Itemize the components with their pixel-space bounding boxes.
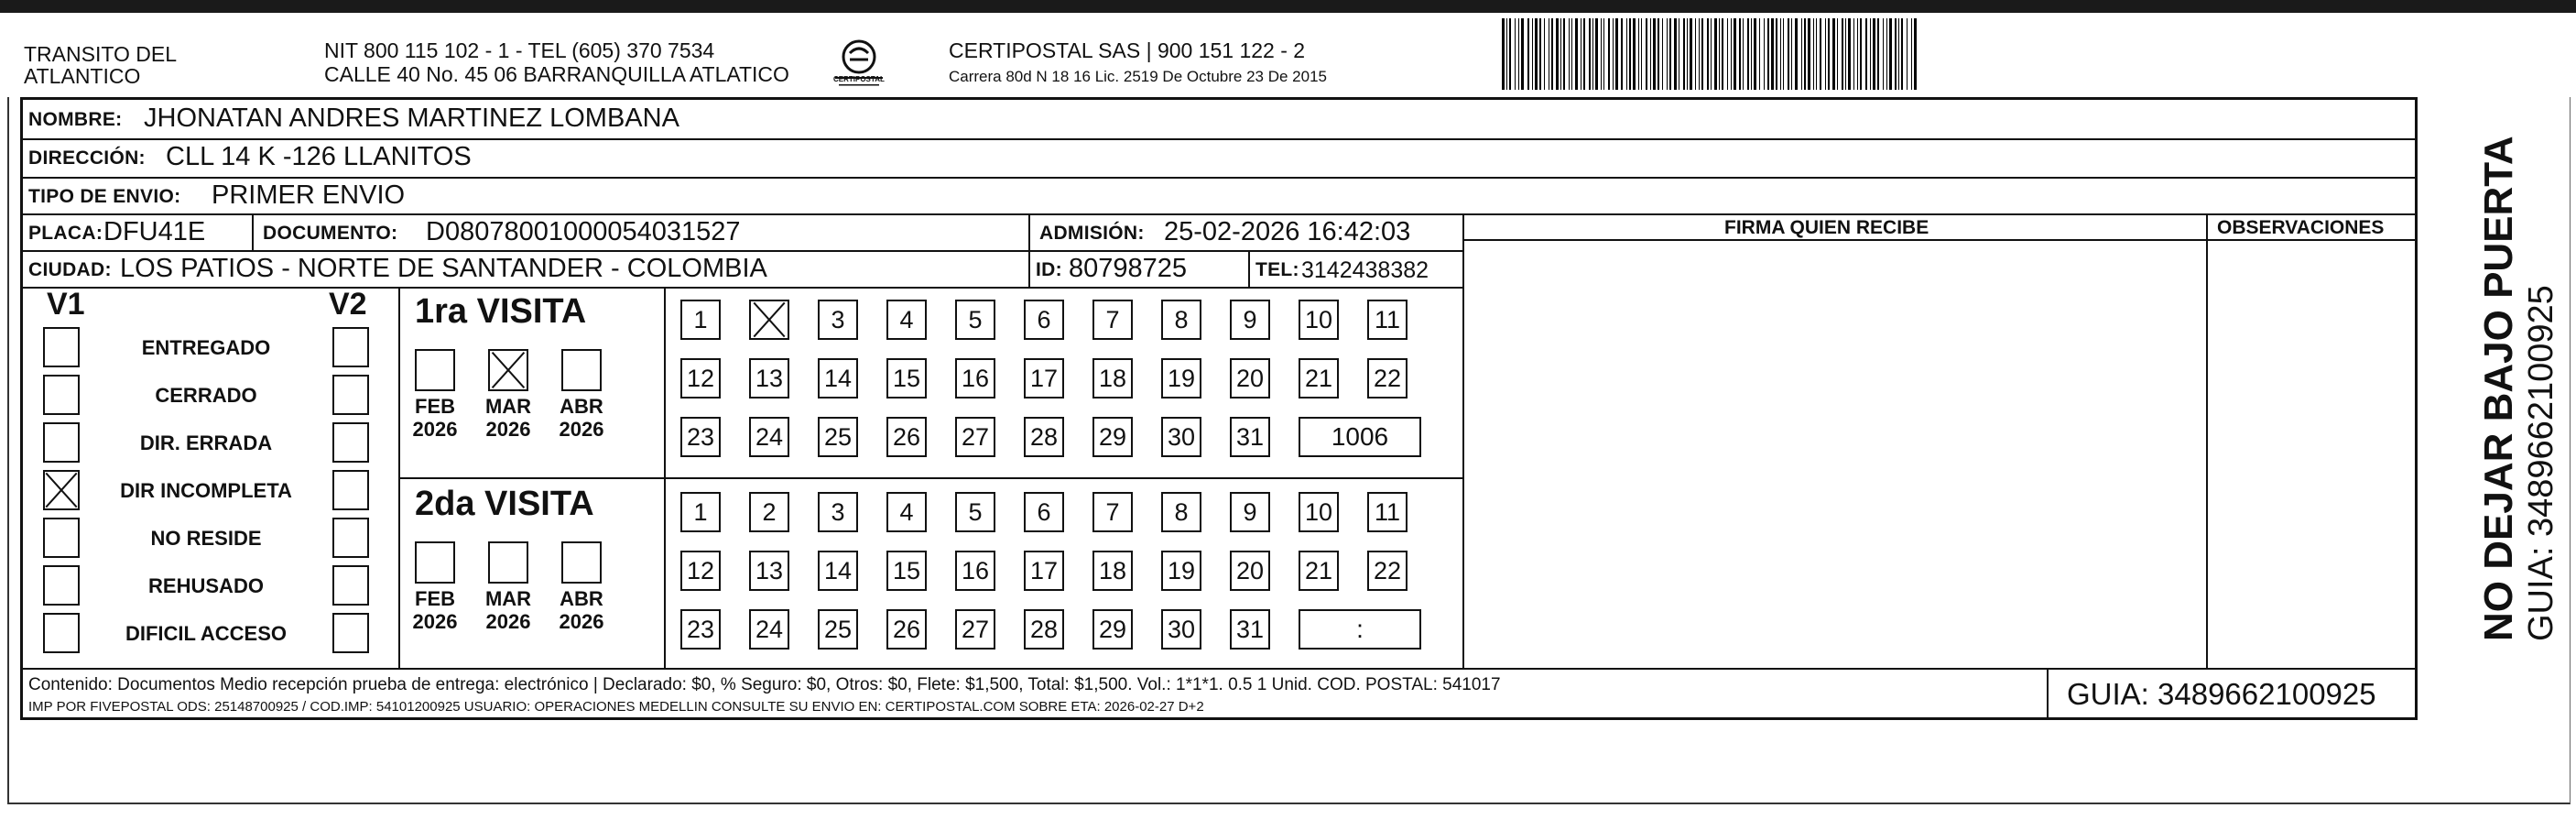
month-name: FEB bbox=[415, 587, 455, 610]
day-box[interactable]: 14 bbox=[818, 358, 858, 399]
month-checkbox[interactable] bbox=[488, 541, 528, 584]
barcode-bar bbox=[1842, 18, 1843, 90]
day-box[interactable]: 30 bbox=[1161, 609, 1201, 650]
tipo-envio-value: PRIMER ENVIO bbox=[212, 180, 406, 210]
barcode-bar bbox=[1690, 18, 1692, 90]
admision-value: 25-02-2026 16:42:03 bbox=[1164, 217, 1411, 246]
day-box[interactable]: 26 bbox=[886, 609, 927, 650]
barcode-bar bbox=[1857, 18, 1858, 90]
barcode-bar bbox=[1751, 18, 1752, 90]
day-box[interactable]: 31 bbox=[1230, 609, 1270, 650]
day-box[interactable]: 25 bbox=[818, 609, 858, 650]
tel-value: 3142438382 bbox=[1301, 257, 1429, 283]
barcode-bar bbox=[1556, 18, 1559, 90]
barcode-bar bbox=[1595, 18, 1598, 90]
barcode-bar bbox=[1820, 18, 1821, 90]
day-box[interactable]: 6 bbox=[1024, 300, 1064, 340]
id-value: 80798725 bbox=[1069, 254, 1188, 283]
day-box[interactable]: 28 bbox=[1024, 417, 1064, 457]
day-box[interactable]: 15 bbox=[886, 358, 927, 399]
v2-checkbox[interactable] bbox=[332, 422, 369, 463]
barcode-bar bbox=[1589, 18, 1591, 90]
barcode-bar bbox=[1816, 18, 1817, 90]
day-box[interactable]: 6 bbox=[1024, 492, 1064, 532]
barcode-bar bbox=[1825, 18, 1826, 90]
month-name: MAR bbox=[484, 395, 532, 418]
nombre-label: NOMBRE: bbox=[28, 109, 123, 130]
agency-nit-line: NIT 800 115 102 - 1 - TEL (605) 370 7534 bbox=[324, 38, 715, 62]
day-box[interactable]: 27 bbox=[955, 417, 995, 457]
direccion-label: DIRECCIÓN: bbox=[28, 147, 146, 169]
barcode-bar bbox=[1898, 18, 1899, 90]
barcode-bar bbox=[1687, 18, 1688, 90]
day-box[interactable]: 18 bbox=[1092, 358, 1133, 399]
barcode-bar bbox=[1603, 18, 1604, 90]
barcode-bar bbox=[1711, 18, 1712, 90]
v1-checkbox[interactable] bbox=[43, 375, 80, 415]
reason-label: DIR INCOMPLETA bbox=[120, 479, 292, 502]
barcode-bar bbox=[1674, 18, 1677, 90]
agency-address-line: CALLE 40 No. 45 06 BARRANQUILLA ATLATICO bbox=[324, 62, 789, 86]
month-checkbox[interactable] bbox=[561, 349, 602, 391]
v1-checkbox[interactable] bbox=[43, 422, 80, 463]
barcode-bar bbox=[1650, 18, 1651, 90]
company-line: CERTIPOSTAL SAS | 900 151 122 - 2 bbox=[949, 38, 1306, 62]
barcode-bar bbox=[1907, 18, 1908, 90]
barcode-bar bbox=[1544, 18, 1545, 90]
day-box[interactable]: 9 bbox=[1230, 300, 1270, 340]
agency-name-line1: TRANSITO DEL bbox=[24, 42, 177, 66]
month-year: 2026 bbox=[559, 418, 604, 441]
agency-name-line2: ATLANTICO bbox=[24, 64, 141, 88]
barcode-bar bbox=[1776, 18, 1777, 90]
day-box[interactable]: 12 bbox=[680, 358, 721, 399]
v1-checkbox[interactable] bbox=[43, 327, 80, 367]
v1-label: V1 bbox=[47, 287, 85, 322]
day-box[interactable]: 21 bbox=[1299, 551, 1339, 591]
day-box[interactable]: 21 bbox=[1299, 358, 1339, 399]
logo-text: CERTIPOSTAL bbox=[833, 75, 885, 83]
day-box[interactable]: 3 bbox=[818, 300, 858, 340]
barcode-bar bbox=[1509, 18, 1511, 90]
barcode-bar bbox=[1699, 18, 1700, 90]
day-box[interactable]: 29 bbox=[1092, 417, 1133, 457]
barcode-bar bbox=[1563, 18, 1565, 90]
v1-checkbox[interactable] bbox=[43, 565, 80, 606]
barcode-bar bbox=[1569, 18, 1570, 90]
day-box[interactable]: 10 bbox=[1299, 300, 1339, 340]
day-box[interactable]: 7 bbox=[1092, 492, 1133, 532]
barcode-bar bbox=[1667, 18, 1668, 90]
day-box[interactable]: 18 bbox=[1092, 551, 1133, 591]
day-box[interactable]: 30 bbox=[1161, 417, 1201, 457]
barcode-bar bbox=[1804, 18, 1806, 90]
day-box[interactable]: 29 bbox=[1092, 609, 1133, 650]
month-label bbox=[552, 587, 611, 633]
barcode-bar bbox=[1532, 18, 1533, 90]
day-box[interactable]: 8 bbox=[1161, 300, 1201, 340]
day-box[interactable]: 4 bbox=[886, 300, 927, 340]
barcode-bar bbox=[1535, 18, 1538, 90]
barcode-bar bbox=[1695, 18, 1696, 90]
day-box[interactable]: 27 bbox=[955, 609, 995, 650]
license-line: Carrera 80d N 18 16 Lic. 2519 De Octubre 23 De 2015 bbox=[949, 68, 1327, 85]
barcode-bar bbox=[1780, 18, 1781, 90]
month-year: 2026 bbox=[412, 610, 458, 633]
month-name: ABR bbox=[560, 587, 603, 610]
barcode-bar bbox=[1754, 18, 1756, 90]
barcode-bar bbox=[1515, 18, 1516, 90]
barcode-bar bbox=[1615, 18, 1618, 90]
top-edge-bar bbox=[0, 0, 2576, 13]
reason-label: ENTREGADO bbox=[141, 336, 271, 359]
v2-checkbox[interactable] bbox=[332, 518, 369, 558]
barcode-bar bbox=[1727, 18, 1728, 90]
time-box[interactable]: : bbox=[1299, 609, 1421, 650]
side-guia: GUIA: 3489662100925 bbox=[2522, 285, 2560, 641]
footer-line1: Contenido: Documentos Medio recepción prueba de entrega: electrónico | Declarado: $0, % Seguro: $0, Otros: $0, Flete: $1,500, Total: $1,500. Vol.: 1*1*1. 0.5 1 Unid. COD. POSTAL: 541017 bbox=[28, 675, 1501, 694]
barcode-bar bbox=[1658, 18, 1659, 90]
id-label: ID: bbox=[1036, 259, 1062, 280]
barcode-bar bbox=[1539, 18, 1541, 90]
barcode-bar bbox=[1901, 18, 1903, 90]
barcode-bar bbox=[1502, 18, 1505, 90]
barcode-bar bbox=[1734, 18, 1736, 90]
day-box[interactable]: 11 bbox=[1367, 492, 1408, 532]
v2-checkbox[interactable] bbox=[332, 565, 369, 606]
month-year: 2026 bbox=[485, 610, 531, 633]
side-notice bbox=[2477, 136, 2561, 641]
v2-label: V2 bbox=[329, 287, 367, 322]
documento-label: DOCUMENTO: bbox=[263, 223, 398, 244]
barcode-bar bbox=[1883, 18, 1884, 90]
barcode-bar bbox=[1813, 18, 1814, 90]
barcode-bar bbox=[1551, 18, 1553, 90]
barcode-bar bbox=[1808, 18, 1810, 90]
barcode-bar bbox=[1860, 18, 1862, 90]
v2-checkbox[interactable] bbox=[332, 470, 369, 510]
month-year: 2026 bbox=[559, 610, 604, 633]
documento-value: D08078001000054031527 bbox=[426, 217, 741, 246]
barcode-bar bbox=[1889, 18, 1892, 90]
barcode-bar bbox=[1731, 18, 1732, 90]
barcode-bar bbox=[1641, 18, 1642, 90]
barcode-bar bbox=[1719, 18, 1720, 90]
barcode-bar bbox=[1764, 18, 1765, 90]
admision-label: ADMISIÓN: bbox=[1039, 223, 1145, 244]
day-box[interactable]: 13 bbox=[749, 358, 789, 399]
reason-label: REHUSADO bbox=[148, 574, 264, 597]
day-box[interactable]: 19 bbox=[1161, 551, 1201, 591]
nombre-value: JHONATAN ANDRES MARTINEZ LOMBANA bbox=[144, 104, 679, 133]
barcode-bar bbox=[1506, 18, 1507, 90]
barcode-bar bbox=[1571, 18, 1572, 90]
day-box[interactable]: 20 bbox=[1230, 358, 1270, 399]
barcode-bar bbox=[1873, 18, 1875, 90]
footer-line2: IMP POR FIVEPOSTAL ODS: 25148700925 / COD.IMP: 54101200925 USUARIO: OPERACIONES MEDELLIN CONSULTE SU ENVIO EN: CERTIPOSTAL.COM SOBRE ETA: 2026-02-27 D+2 bbox=[28, 699, 1204, 715]
v2-checkbox[interactable] bbox=[332, 613, 369, 653]
day-box[interactable]: 7 bbox=[1092, 300, 1133, 340]
day-box[interactable]: 22 bbox=[1367, 358, 1408, 399]
month-year: 2026 bbox=[485, 418, 531, 441]
barcode-bar bbox=[1701, 18, 1703, 90]
barcode-bar bbox=[1801, 18, 1802, 90]
day-box[interactable]: 23 bbox=[680, 609, 721, 650]
reason-label: CERRADO bbox=[155, 384, 257, 407]
day-box[interactable]: 17 bbox=[1024, 551, 1064, 591]
barcode-bar bbox=[1832, 18, 1835, 90]
direccion-value: CLL 14 K -126 LLANITOS bbox=[166, 142, 472, 171]
barcode-bar bbox=[1646, 18, 1647, 90]
barcode-bar bbox=[1653, 18, 1656, 90]
barcode-bar bbox=[1877, 18, 1879, 90]
barcode-bar bbox=[1895, 18, 1897, 90]
firma-header: FIRMA QUIEN RECIBE bbox=[1724, 217, 1929, 238]
month-checkbox[interactable] bbox=[488, 349, 528, 391]
v1-checkbox[interactable] bbox=[43, 470, 80, 510]
ciudad-value: LOS PATIOS - NORTE DE SANTANDER - COLOMBIA bbox=[120, 254, 767, 283]
placa-label: PLACA: bbox=[28, 223, 103, 244]
month-checkbox[interactable] bbox=[561, 541, 602, 584]
day-box[interactable] bbox=[749, 300, 789, 340]
month-name: ABR bbox=[560, 395, 603, 418]
day-box[interactable]: 2 bbox=[749, 492, 789, 532]
barcode-bar bbox=[1629, 18, 1631, 90]
barcode-bar bbox=[1722, 18, 1723, 90]
barcode-bar bbox=[1853, 18, 1854, 90]
v2-checkbox[interactable] bbox=[332, 327, 369, 367]
barcode-bar bbox=[1788, 18, 1789, 90]
placa-value: DFU41E bbox=[103, 217, 206, 246]
barcode-bar bbox=[1714, 18, 1717, 90]
barcode-bar bbox=[1886, 18, 1887, 90]
day-box[interactable]: 3 bbox=[818, 492, 858, 532]
tipo-envio-label: TIPO DE ENVIO: bbox=[28, 186, 181, 207]
visit2-title: 2da VISITA bbox=[415, 485, 594, 523]
barcode-bar bbox=[1633, 18, 1636, 90]
month-label bbox=[479, 395, 538, 441]
barcode-bar bbox=[1759, 18, 1760, 90]
day-box[interactable]: 31 bbox=[1230, 417, 1270, 457]
barcode-bar bbox=[1669, 18, 1671, 90]
barcode-bar bbox=[1626, 18, 1627, 90]
barcode-bar bbox=[1683, 18, 1685, 90]
day-box[interactable]: 28 bbox=[1024, 609, 1064, 650]
v1-checkbox[interactable] bbox=[43, 518, 80, 558]
day-box[interactable]: 24 bbox=[749, 609, 789, 650]
side-notice-title: NO DEJAR BAJO PUERTA bbox=[2476, 136, 2521, 641]
barcode-bar bbox=[1828, 18, 1830, 90]
barcode-bar bbox=[1743, 18, 1744, 90]
day-box[interactable]: 25 bbox=[818, 417, 858, 457]
day-box[interactable]: 24 bbox=[749, 417, 789, 457]
barcode-bar bbox=[1608, 18, 1610, 90]
barcode-bar bbox=[1845, 18, 1846, 90]
day-box[interactable]: 13 bbox=[749, 551, 789, 591]
month-label bbox=[406, 587, 464, 633]
barcode-bar bbox=[1911, 18, 1912, 90]
day-box[interactable]: 16 bbox=[955, 358, 995, 399]
barcode-bar bbox=[1583, 18, 1585, 90]
month-label bbox=[479, 587, 538, 633]
barcode-bar bbox=[1613, 18, 1614, 90]
barcode-icon bbox=[1502, 18, 2253, 90]
barcode-bar bbox=[1638, 18, 1639, 90]
barcode-bar bbox=[1914, 18, 1917, 90]
time-box[interactable]: 1006 bbox=[1299, 417, 1421, 457]
month-name: FEB bbox=[415, 395, 455, 418]
day-box[interactable]: 20 bbox=[1230, 551, 1270, 591]
day-box[interactable]: 14 bbox=[818, 551, 858, 591]
barcode-bar bbox=[1747, 18, 1749, 90]
day-box[interactable]: 8 bbox=[1161, 492, 1201, 532]
visit1-title: 1ra VISITA bbox=[415, 292, 587, 331]
reason-label: DIFICIL ACCESO bbox=[125, 622, 287, 645]
day-box[interactable]: 23 bbox=[680, 417, 721, 457]
guia-number-box: GUIA: 3489662100925 bbox=[2067, 677, 2376, 711]
month-label bbox=[552, 395, 611, 441]
day-box[interactable]: 26 bbox=[886, 417, 927, 457]
day-box[interactable]: 1 bbox=[680, 300, 721, 340]
day-box[interactable]: 12 bbox=[680, 551, 721, 591]
certipostal-logo-icon bbox=[831, 37, 886, 93]
barcode-bar bbox=[1601, 18, 1602, 90]
barcode-bar bbox=[1592, 18, 1593, 90]
barcode-bar bbox=[1560, 18, 1561, 90]
barcode-bar bbox=[1870, 18, 1871, 90]
day-box[interactable]: 5 bbox=[955, 300, 995, 340]
barcode-bar bbox=[1621, 18, 1623, 90]
barcode-bar bbox=[1791, 18, 1792, 90]
v1-checkbox[interactable] bbox=[43, 613, 80, 653]
reason-label: NO RESIDE bbox=[150, 527, 262, 550]
month-checkbox[interactable] bbox=[415, 541, 455, 584]
reason-label: DIR. ERRADA bbox=[139, 431, 273, 454]
barcode-bar bbox=[1767, 18, 1769, 90]
day-box[interactable]: 9 bbox=[1230, 492, 1270, 532]
barcode-bar bbox=[1848, 18, 1851, 90]
day-box[interactable]: 16 bbox=[955, 551, 995, 591]
observaciones-header: OBSERVACIONES bbox=[2217, 217, 2385, 238]
barcode-bar bbox=[1865, 18, 1867, 90]
day-box[interactable]: 11 bbox=[1367, 300, 1408, 340]
day-box[interactable]: 5 bbox=[955, 492, 995, 532]
barcode-bar bbox=[1518, 18, 1519, 90]
day-box[interactable]: 19 bbox=[1161, 358, 1201, 399]
delivery-form bbox=[20, 97, 2418, 720]
barcode-bar bbox=[1795, 18, 1798, 90]
barcode-bar bbox=[1527, 18, 1529, 90]
day-box[interactable]: 15 bbox=[886, 551, 927, 591]
barcode-bar bbox=[1771, 18, 1774, 90]
barcode-bar bbox=[1739, 18, 1741, 90]
month-year: 2026 bbox=[412, 418, 458, 441]
day-box[interactable]: 10 bbox=[1299, 492, 1339, 532]
barcode-bar bbox=[1837, 18, 1838, 90]
day-box[interactable]: 17 bbox=[1024, 358, 1064, 399]
v2-checkbox[interactable] bbox=[332, 375, 369, 415]
month-label bbox=[406, 395, 464, 441]
day-box[interactable]: 22 bbox=[1367, 551, 1408, 591]
month-name: MAR bbox=[484, 587, 532, 610]
barcode-bar bbox=[1783, 18, 1784, 90]
barcode-bar bbox=[1575, 18, 1578, 90]
certipostal-logo bbox=[831, 37, 886, 93]
barcode-bar bbox=[1662, 18, 1663, 90]
ciudad-label: CIUDAD: bbox=[28, 259, 112, 280]
tel-label: TEL: bbox=[1255, 259, 1299, 280]
day-box[interactable]: 4 bbox=[886, 492, 927, 532]
barcode-bar bbox=[1707, 18, 1709, 90]
month-checkbox[interactable] bbox=[415, 349, 455, 391]
barcode-bar bbox=[1521, 18, 1524, 90]
day-box[interactable]: 1 bbox=[680, 492, 721, 532]
